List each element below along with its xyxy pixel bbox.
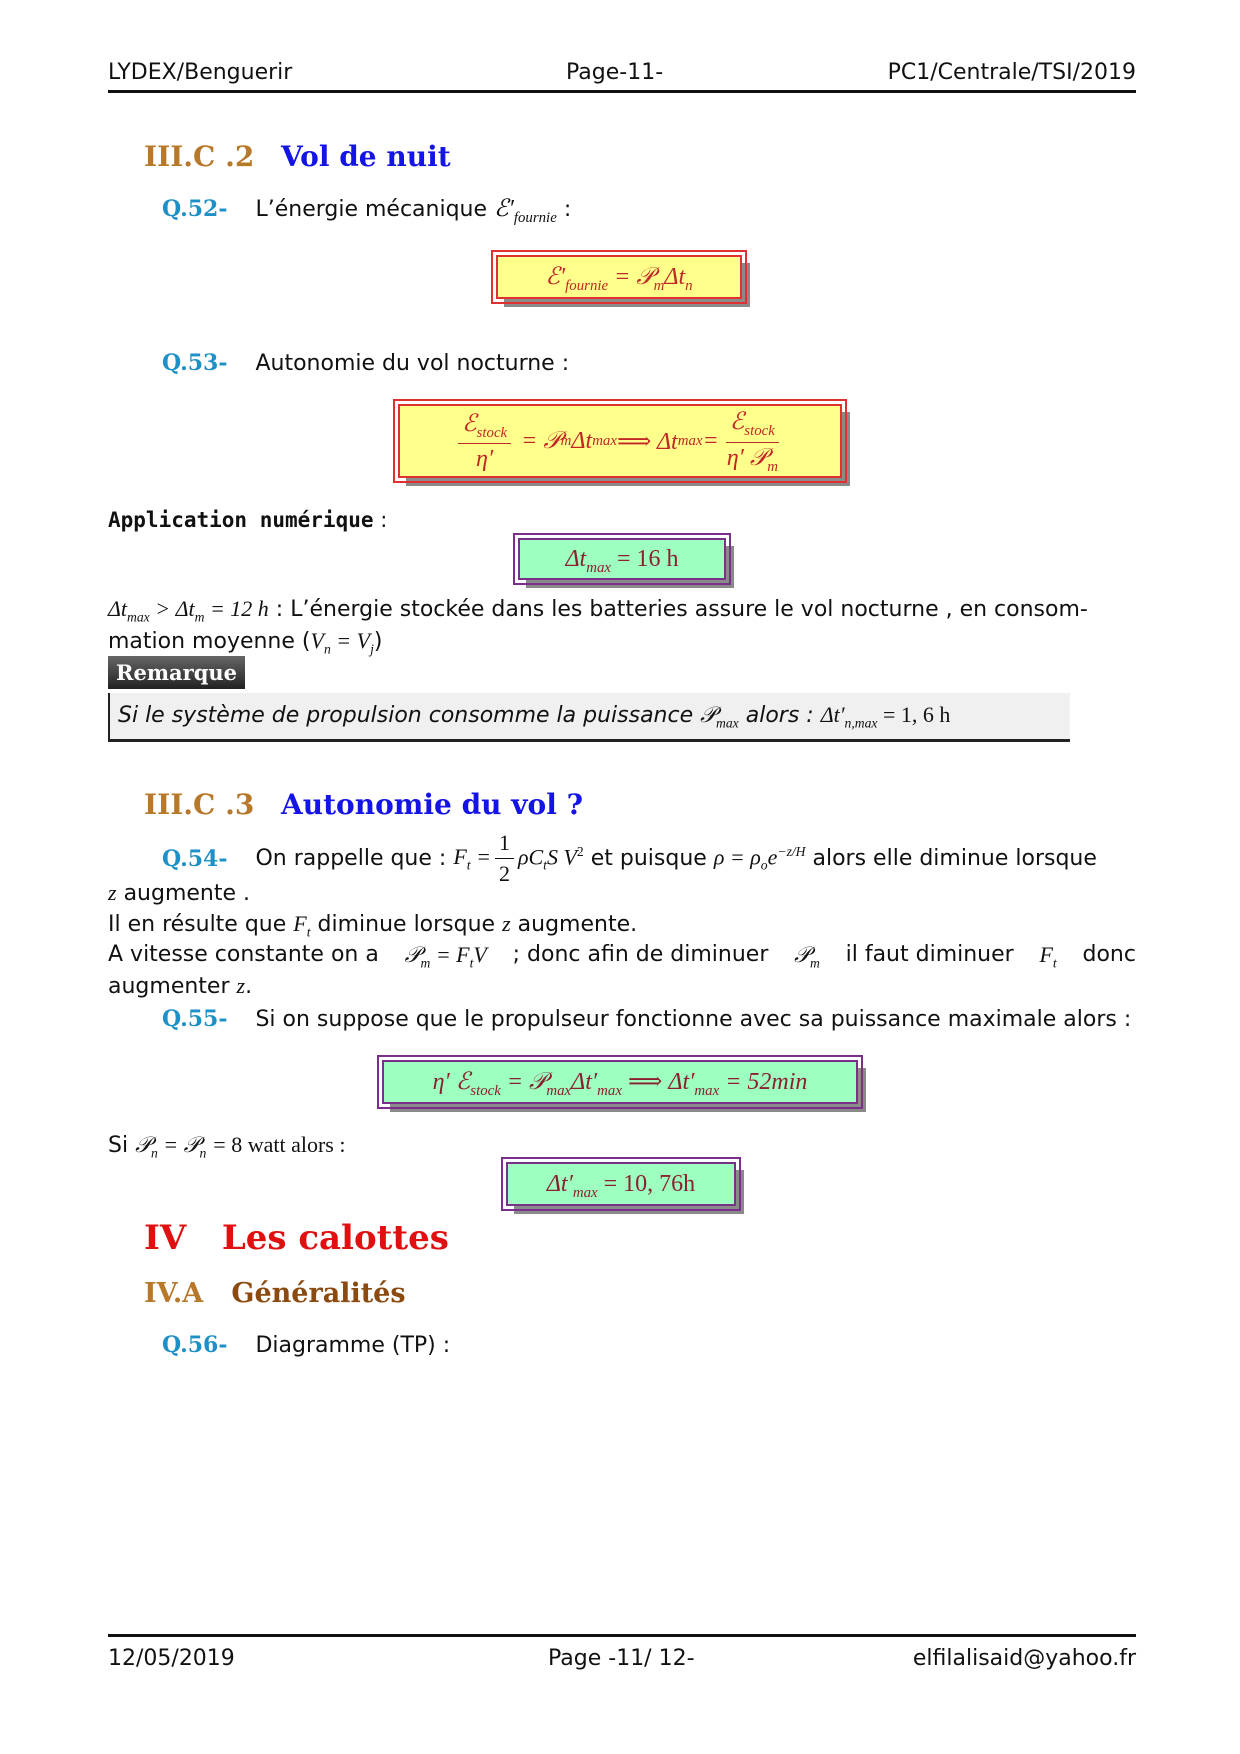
formula-box-q55: η′ ℰ$_{stock}$ = $𝒫_{max}\Delta t'_{max}$ ⟹ $\Delta t'_{max} = 52\min$ bbox=[382, 1060, 858, 1104]
footer-rule bbox=[108, 1634, 1136, 1637]
section-heading-generalites: IV.A Généralités bbox=[144, 1278, 406, 1309]
footer-right: elfilalisaid@yahoo.fr bbox=[912, 1646, 1136, 1671]
header-rule bbox=[108, 90, 1136, 93]
footer-center: Page -11/ 12- bbox=[548, 1646, 695, 1671]
header-left: LYDEX/Benguerir bbox=[108, 60, 293, 85]
application-numerique: Application numérique : bbox=[108, 508, 388, 532]
q54-line: Q.54- On rappelle que : $F_t$ = $\frac{1}{2}$ $\rho C_tS$ $V^2$ et puisque $\rho = \rho_oe^{-z/H}$ alors elle diminue lorsque bbox=[162, 830, 1097, 886]
footer-left: 12/05/2019 bbox=[108, 1646, 235, 1671]
q54-line2: z augmente . bbox=[108, 880, 251, 906]
paragraph-autonomie: $\Delta t_{max} > \Delta t_m = 12$ h : L’énergie stockée dans les batteries assure le vol nocturne , en consom- bbox=[108, 596, 1088, 625]
header-center: Page-11- bbox=[566, 60, 664, 85]
result-box-dt-prime-max: $\Delta t'_{max} = 10$, 76h bbox=[506, 1162, 736, 1206]
q54-line5: augmenter z. bbox=[108, 973, 253, 999]
section-heading-calottes: IV Les calottes bbox=[144, 1218, 449, 1258]
q52-line: Q.52- L’énergie mécanique $ℰ'_{fournie}$ : bbox=[162, 196, 572, 226]
q55-label: Q.55- bbox=[162, 1006, 228, 1032]
section-heading-autonomie: III.C .3 Autonomie du vol ? bbox=[144, 788, 583, 821]
remark-text: Si le système de propulsion consomme la puissance 𝒫$_{max}$ alors : $\Delta t'_{n,max} = 1$, 6 h bbox=[118, 702, 951, 731]
q54-line4: A vitesse constante on a 𝒫$_m$ = $F_tV$ ; donc afin de diminuer 𝒫$_m$ il faut diminuer $F_t$ donc bbox=[108, 942, 1136, 971]
formula-box-q53: $\frac{ℰ_{stock}}{\eta'}$ = 𝒫 m Δt max ⟹ Δt max = $\frac{ℰ_{stock}}{\eta' 𝒫_m}$ bbox=[398, 404, 842, 478]
paragraph-autonomie-line2: mation moyenne $(V_n = V_j)$ bbox=[108, 628, 383, 657]
q55-line: Q.55- Si on suppose que le propulseur fonctionne avec sa puissance maximale alors : bbox=[162, 1006, 1132, 1032]
si-line: Si 𝒫$_n$ = 𝒫$_n$ = 8 watt alors : bbox=[108, 1132, 346, 1161]
q56-line: Q.56- Diagramme (TP) : bbox=[162, 1332, 451, 1358]
q53-label: Q.53- bbox=[162, 350, 228, 376]
q53-line: Q.53- Autonomie du vol nocturne : bbox=[162, 350, 570, 376]
q56-label: Q.56- bbox=[162, 1332, 228, 1358]
remark-tag: Remarque bbox=[108, 656, 245, 689]
section-heading-vol-de-nuit: III.C .2 Vol de nuit bbox=[144, 140, 451, 173]
result-box-dt-max: $\Delta t_{max} = 16$ h bbox=[518, 538, 726, 580]
q52-label: Q.52- bbox=[162, 196, 228, 222]
q54-line3: Il en résulte que $F_t$ diminue lorsque z augmente. bbox=[108, 911, 638, 940]
header-right: PC1/Centrale/TSI/2019 bbox=[887, 60, 1136, 85]
q54-label: Q.54- bbox=[162, 845, 228, 872]
formula-box-q52: $ℰ'_{fournie}$ = $𝒫_m\Delta t_n$ bbox=[496, 255, 742, 299]
